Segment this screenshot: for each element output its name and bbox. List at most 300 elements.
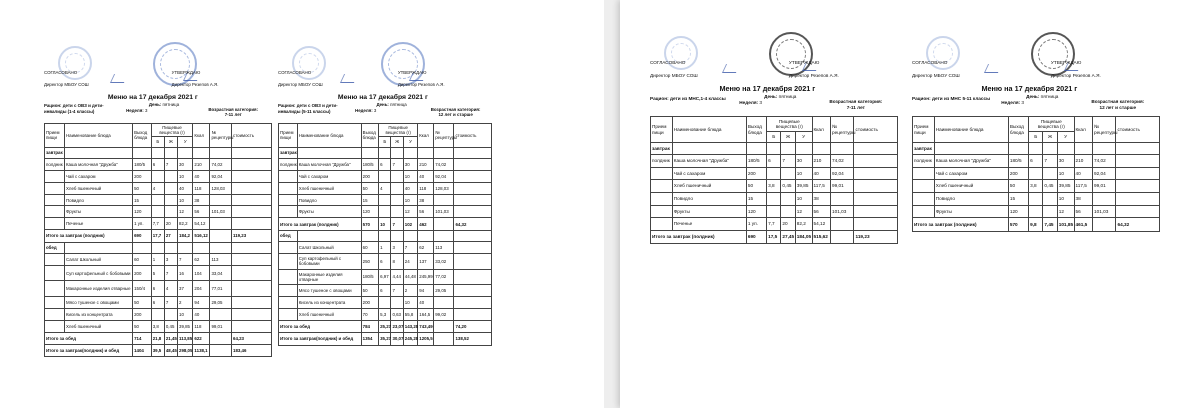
approved-label: СОГЛАСОВАНО <box>912 60 948 65</box>
header-meal: Прием пищи <box>913 117 935 142</box>
cost-value <box>232 320 272 332</box>
recipe-number <box>210 308 232 320</box>
dish-name: Повидло <box>934 192 1008 205</box>
age-value: 12 лет и старше <box>438 112 473 118</box>
total-protein: 17,7 <box>151 230 164 242</box>
dish-name: Салат Школьный <box>297 242 361 254</box>
section-label: завтрак <box>651 142 673 154</box>
meal-label <box>279 182 298 194</box>
table-row <box>651 192 898 205</box>
empty-cell <box>418 230 434 241</box>
total-protein: 35,27 <box>379 333 391 345</box>
recipe-number: 74,02 <box>434 158 454 170</box>
total-recipe <box>434 320 454 332</box>
empty-cell <box>403 147 417 158</box>
total-cost: 183,46 <box>232 345 272 357</box>
day-value: пятница <box>388 101 407 107</box>
empty-cell <box>210 147 232 158</box>
meal-label <box>279 296 298 308</box>
table-row <box>279 206 492 218</box>
carbs-value: 12 <box>403 206 417 218</box>
confirm-block <box>1051 60 1101 78</box>
table-row <box>279 308 492 320</box>
approved-by: Директор МБОУ СОШ <box>44 82 89 88</box>
protein-value: 6 <box>379 158 391 170</box>
dish-name: Чай с сахаром <box>64 170 132 182</box>
protein-value: 7,7 <box>767 218 781 231</box>
total-recipe <box>831 231 854 244</box>
total-portion: 784 <box>361 320 378 332</box>
fat-value: 0,45 <box>781 180 795 193</box>
total-kcal: 743,49 <box>418 320 434 332</box>
dish-name: Кисель из концентрата <box>64 308 132 320</box>
fat-value <box>781 192 795 205</box>
age-category <box>194 107 272 117</box>
dish-name: Каша молочная "Дружба" <box>934 154 1008 167</box>
meal-label <box>45 308 65 320</box>
day-label: День: <box>376 101 389 107</box>
carbs-value: 10 <box>178 194 193 206</box>
approved-by: Директор МБОУ СОШ <box>650 72 698 78</box>
total-protein: 9,8 <box>1029 218 1043 231</box>
protein-value: 4 <box>379 182 391 194</box>
carbs-value: 30 <box>795 154 812 167</box>
menu-table <box>650 116 898 244</box>
total-carbs: 113,85 <box>178 332 193 344</box>
table-row <box>45 265 272 281</box>
recipe-number: 33,04 <box>210 265 232 281</box>
recipe-number: 33,02 <box>434 254 454 270</box>
dish-name: Макаронные изделия отварные <box>297 269 361 285</box>
cost-value <box>454 296 492 308</box>
protein-value <box>151 206 164 218</box>
empty-cell <box>831 142 854 154</box>
approved-label: СОГЛАСОВАНО <box>278 70 312 75</box>
protein-value <box>151 308 164 320</box>
fat-value: 0,63 <box>391 308 403 320</box>
age-category <box>1076 99 1160 110</box>
age-label: Возрастная категория: <box>1091 99 1145 105</box>
total-label: Итого за завтрак (полдник) <box>45 230 133 242</box>
kcal-value: 118 <box>193 182 210 194</box>
carbs-value: 7 <box>178 254 193 266</box>
age-label: Возрастная категория: <box>829 99 883 105</box>
day-label: День: <box>764 93 778 99</box>
protein-value: 7,7 <box>151 218 164 230</box>
portion-value: 180/5 <box>133 158 152 170</box>
total-portion: 1354 <box>361 333 378 345</box>
portion-value: 180/5 <box>361 269 378 285</box>
approval-block <box>278 70 323 87</box>
carbs-value: 10 <box>403 194 417 206</box>
lunch-section-row <box>279 230 492 241</box>
table-row <box>279 269 492 285</box>
table-row <box>45 182 272 194</box>
kcal-value: 117,5 <box>812 180 831 193</box>
table-row <box>45 254 272 266</box>
fat-value <box>781 205 795 218</box>
empty-cell <box>193 147 210 158</box>
empty-cell <box>361 147 378 158</box>
empty-cell <box>418 147 434 158</box>
table-row <box>279 242 492 254</box>
empty-cell <box>232 242 272 253</box>
age-value: 7-11 лет <box>224 112 242 118</box>
recipe-number: 74,02 <box>210 158 232 170</box>
total-fat: 27,45 <box>781 231 795 244</box>
dish-name: Хлеб пшеничный <box>297 182 361 194</box>
portion-value: 180/5 <box>746 154 766 167</box>
dish-name: Хлеб пшеничный <box>297 308 361 320</box>
breakfast-section-row <box>651 142 898 154</box>
empty-cell <box>454 147 492 158</box>
portion-value: 60 <box>361 242 378 254</box>
table-header-row <box>651 117 898 131</box>
total-fat: 48,45 <box>164 345 177 357</box>
meal-label <box>45 170 65 182</box>
portion-value: 50 <box>133 296 152 308</box>
dish-name: Суп картофельный с бобовыми <box>297 254 361 270</box>
kcal-value: 118 <box>418 182 434 194</box>
week-field <box>1001 100 1024 105</box>
kcal-value: 40 <box>418 170 434 182</box>
meal-label <box>45 320 65 332</box>
protein-value: 6 <box>151 296 164 308</box>
table-row <box>279 170 492 182</box>
fat-value: 7 <box>781 154 795 167</box>
day-value: пятница <box>1039 93 1059 99</box>
recipe-number: 101,03 <box>434 206 454 218</box>
table-row <box>45 281 272 297</box>
table-row <box>651 205 898 218</box>
meal-label <box>279 269 298 285</box>
recipe-number <box>434 296 454 308</box>
header-cost: стоимость <box>1116 117 1160 142</box>
empty-cell <box>379 147 391 158</box>
meal-label <box>279 170 298 182</box>
dish-name: Чай с сахаром <box>672 167 746 180</box>
kcal-value: 210 <box>193 158 210 170</box>
recipe-number: 128,03 <box>434 182 454 194</box>
total-fat: 21,45 <box>164 332 177 344</box>
carbs-value: 10 <box>795 167 812 180</box>
carbs-value: 30 <box>403 158 417 170</box>
protein-value: 1 <box>151 254 164 266</box>
meal-label <box>45 281 65 297</box>
header-meal: Прием пищи <box>651 117 673 142</box>
fat-value <box>1043 205 1057 218</box>
cost-value <box>232 296 272 308</box>
carbs-value: 24 <box>403 254 417 270</box>
header-fat: Ж <box>781 131 795 142</box>
total-recipe <box>210 230 232 242</box>
empty-cell <box>164 242 177 253</box>
portion-value: 15 <box>746 192 766 205</box>
header-portion: Выход блюда <box>746 117 766 142</box>
fat-value: 7 <box>391 158 403 170</box>
carbs-value: 39,85 <box>178 320 193 332</box>
cost-value <box>454 194 492 206</box>
header-carbs: У <box>1057 131 1074 142</box>
header-meal: Прием пищи <box>279 123 298 147</box>
empty-cell <box>379 230 391 241</box>
total-fat: 7,45 <box>1043 218 1057 231</box>
meal-label: полдник <box>45 158 65 170</box>
empty-cell <box>361 230 378 241</box>
empty-cell <box>210 242 232 253</box>
table-row <box>651 180 898 193</box>
cost-value <box>232 158 272 170</box>
confirm-label: УТВЕРЖДАЮ <box>397 70 427 75</box>
cost-value <box>454 285 492 297</box>
age-value: 7-11 лет <box>846 104 865 110</box>
recipe-number: 101,03 <box>210 206 232 218</box>
meal-label <box>279 206 298 218</box>
carbs-value: 10 <box>178 308 193 320</box>
dish-name: Каша молочная "Дружба" <box>672 154 746 167</box>
week-field <box>126 108 147 113</box>
carbs-value: 30 <box>1057 154 1074 167</box>
dish-name: Каша молочная "Дружба" <box>64 158 132 170</box>
empty-cell <box>193 242 210 253</box>
breakfast-total-row <box>913 218 1160 231</box>
recipe-number: 99,01 <box>210 320 232 332</box>
confirm-block <box>398 70 445 87</box>
total-cost: 64,32 <box>1116 218 1160 231</box>
protein-value: 6 <box>379 254 391 270</box>
dish-name: Кисель из концентрата <box>297 296 361 308</box>
age-label: Возрастная категория: <box>430 106 481 112</box>
table-row <box>279 254 492 270</box>
carbs-value: 44,48 <box>403 269 417 285</box>
protein-value <box>767 205 781 218</box>
kcal-value: 40 <box>1074 167 1093 180</box>
ration-label: Рацион: дети с ОВЗ и дети-инвалиды (5-11 классы) <box>278 103 338 114</box>
fat-value: 7 <box>164 296 177 308</box>
kcal-value: 62 <box>418 242 434 254</box>
fat-value <box>164 170 177 182</box>
header-recipe: № рецептуры <box>831 117 854 142</box>
cost-value <box>854 154 898 167</box>
portion-value: 200 <box>361 170 378 182</box>
carbs-value: 12 <box>1057 205 1074 218</box>
week-label: Неделя: <box>739 100 759 106</box>
table-header-row <box>45 123 272 136</box>
carbs-value: 37 <box>178 281 193 297</box>
protein-value: 3,8 <box>151 320 164 332</box>
fat-value: 3 <box>164 254 177 266</box>
carbs-value: 10 <box>1057 192 1074 205</box>
confirm-by: Директор Резепов А.Я. <box>171 82 219 88</box>
portion-value: 50 <box>361 182 378 194</box>
dish-name: Повидло <box>297 194 361 206</box>
meal-label <box>279 308 298 320</box>
portion-value: 200 <box>361 296 378 308</box>
protein-value: 6 <box>767 154 781 167</box>
empty-cell <box>1043 142 1057 154</box>
dish-name: Повидло <box>672 192 746 205</box>
total-portion: 690 <box>133 230 152 242</box>
cost-value <box>1116 167 1160 180</box>
dish-name: Повидло <box>64 194 132 206</box>
portion-value: 250 <box>361 254 378 270</box>
dish-name: Салат Школьный <box>64 254 132 266</box>
table-row <box>651 154 898 167</box>
empty-cell <box>391 147 403 158</box>
protein-value <box>379 206 391 218</box>
total-kcal: 516,12 <box>193 230 210 242</box>
table-row <box>45 308 272 320</box>
meal-label <box>45 265 65 281</box>
age-category <box>814 99 898 110</box>
breakfast-section-row <box>279 147 492 158</box>
carbs-value: 10 <box>795 192 812 205</box>
dish-name: Хлеб пшеничный <box>672 180 746 193</box>
fat-value: 8 <box>391 254 403 270</box>
cost-value <box>454 182 492 194</box>
empty-cell <box>64 147 132 158</box>
total-recipe <box>210 345 232 357</box>
table-row <box>651 218 898 231</box>
kcal-value: 62 <box>193 254 210 266</box>
empty-cell <box>454 230 492 241</box>
menu-title: Меню на 17 декабря 2021 г <box>337 93 428 101</box>
carbs-value: 16 <box>178 265 193 281</box>
header-carbs: У <box>403 137 417 147</box>
fat-value <box>391 296 403 308</box>
meal-label <box>279 242 298 254</box>
recipe-number: 99,02 <box>434 308 454 320</box>
confirm-label: УТВЕРЖДАЮ <box>788 60 820 65</box>
total-fat: 27 <box>164 230 177 242</box>
recipe-number: 92,04 <box>434 170 454 182</box>
carbs-value: 10 <box>178 170 193 182</box>
total-label: Итого за завтрак(полдник) и обед <box>279 333 362 345</box>
recipe-number: 92,04 <box>831 167 854 180</box>
meal-label <box>45 182 65 194</box>
header-kcal: Ккал <box>812 117 831 142</box>
breakfast-total-row <box>651 231 898 244</box>
portion-value: 200 <box>746 167 766 180</box>
header-recipe: № рецептуры <box>210 123 232 147</box>
portion-value: 60 <box>133 254 152 266</box>
recipe-number <box>831 192 854 205</box>
carbs-value: 55,8 <box>403 308 417 320</box>
portion-value: 50 <box>133 182 152 194</box>
table-row <box>913 192 1160 205</box>
fat-value: 7 <box>1043 154 1057 167</box>
cost-value <box>454 158 492 170</box>
approval-block <box>650 60 698 78</box>
cost-value <box>232 194 272 206</box>
fat-value: 0,45 <box>164 320 177 332</box>
protein-value: 3,8 <box>767 180 781 193</box>
header-fat: Ж <box>391 137 403 147</box>
approval-block <box>44 70 89 87</box>
carbs-value: 10 <box>1057 167 1074 180</box>
portion-value: 50 <box>361 285 378 297</box>
lunch-total-row <box>279 320 492 332</box>
protein-value <box>1029 167 1043 180</box>
header-nutrients: Пищевые вещества (г) <box>379 123 418 136</box>
total-label: Итого за завтрак (полдник) <box>651 231 747 244</box>
total-protein: 17,5 <box>767 231 781 244</box>
empty-cell <box>151 147 164 158</box>
ration-label: Рацион: дети из МНС 5-11 классы <box>912 95 991 101</box>
portion-value: 1 уп. <box>746 218 766 231</box>
grand-total-row <box>279 333 492 345</box>
empty-cell <box>781 142 795 154</box>
header-kcal: Ккал <box>418 123 434 147</box>
header-meal: Прием пищи <box>45 123 65 147</box>
protein-value: 6 <box>151 281 164 297</box>
header-fat: Ж <box>1043 131 1057 142</box>
dish-name: Мясо тушеное с овощами <box>64 296 132 308</box>
empty-cell <box>297 147 361 158</box>
total-carbs: 184,05 <box>795 231 812 244</box>
meal-label <box>651 167 673 180</box>
section-label: обед <box>279 230 298 241</box>
total-portion: 690 <box>746 231 766 244</box>
portion-value: 120 <box>133 206 152 218</box>
carbs-value: 82,2 <box>178 218 193 230</box>
meal-label <box>279 285 298 297</box>
table-header-row <box>913 117 1160 131</box>
confirm-label: УТВЕРЖДАЮ <box>1050 60 1082 65</box>
portion-value: 200 <box>1008 167 1028 180</box>
total-portion: 1404 <box>133 345 152 357</box>
empty-cell <box>178 242 193 253</box>
empty-cell <box>1116 142 1160 154</box>
week-field <box>739 100 762 105</box>
table-row <box>45 206 272 218</box>
portion-value: 200 <box>133 170 152 182</box>
protein-value: 6 <box>1029 154 1043 167</box>
empty-cell <box>133 147 152 158</box>
recipe-number: 77,01 <box>210 281 232 297</box>
dish-name: Мясо тушеное с овощами <box>297 285 361 297</box>
kcal-value: 118 <box>193 320 210 332</box>
kcal-value: 94 <box>193 296 210 308</box>
protein-value <box>379 170 391 182</box>
kcal-value: 38 <box>418 194 434 206</box>
table-row <box>45 320 272 332</box>
empty-cell <box>151 242 164 253</box>
total-cost: 119,23 <box>854 231 898 244</box>
fat-value <box>164 206 177 218</box>
protein-value <box>151 170 164 182</box>
fat-value: 3 <box>391 242 403 254</box>
empty-cell <box>434 230 454 241</box>
total-protein: 21,8 <box>151 332 164 344</box>
table-row <box>279 296 492 308</box>
fat-value <box>164 308 177 320</box>
total-protein: 39,5 <box>151 345 164 357</box>
total-kcal: 461,5 <box>1074 218 1093 231</box>
kcal-value: 38 <box>812 192 831 205</box>
recipe-number: 74,02 <box>1093 154 1116 167</box>
header-cost: стоимость <box>232 123 272 147</box>
header-protein: Б <box>1029 131 1043 142</box>
week-value: 3 <box>1020 100 1025 106</box>
empty-cell <box>403 230 417 241</box>
empty-cell <box>854 142 898 154</box>
protein-value: 6 <box>151 158 164 170</box>
header-protein: Б <box>767 131 781 142</box>
portion-value: 200 <box>133 265 152 281</box>
carbs-value: 40 <box>403 182 417 194</box>
carbs-value: 10 <box>403 296 417 308</box>
